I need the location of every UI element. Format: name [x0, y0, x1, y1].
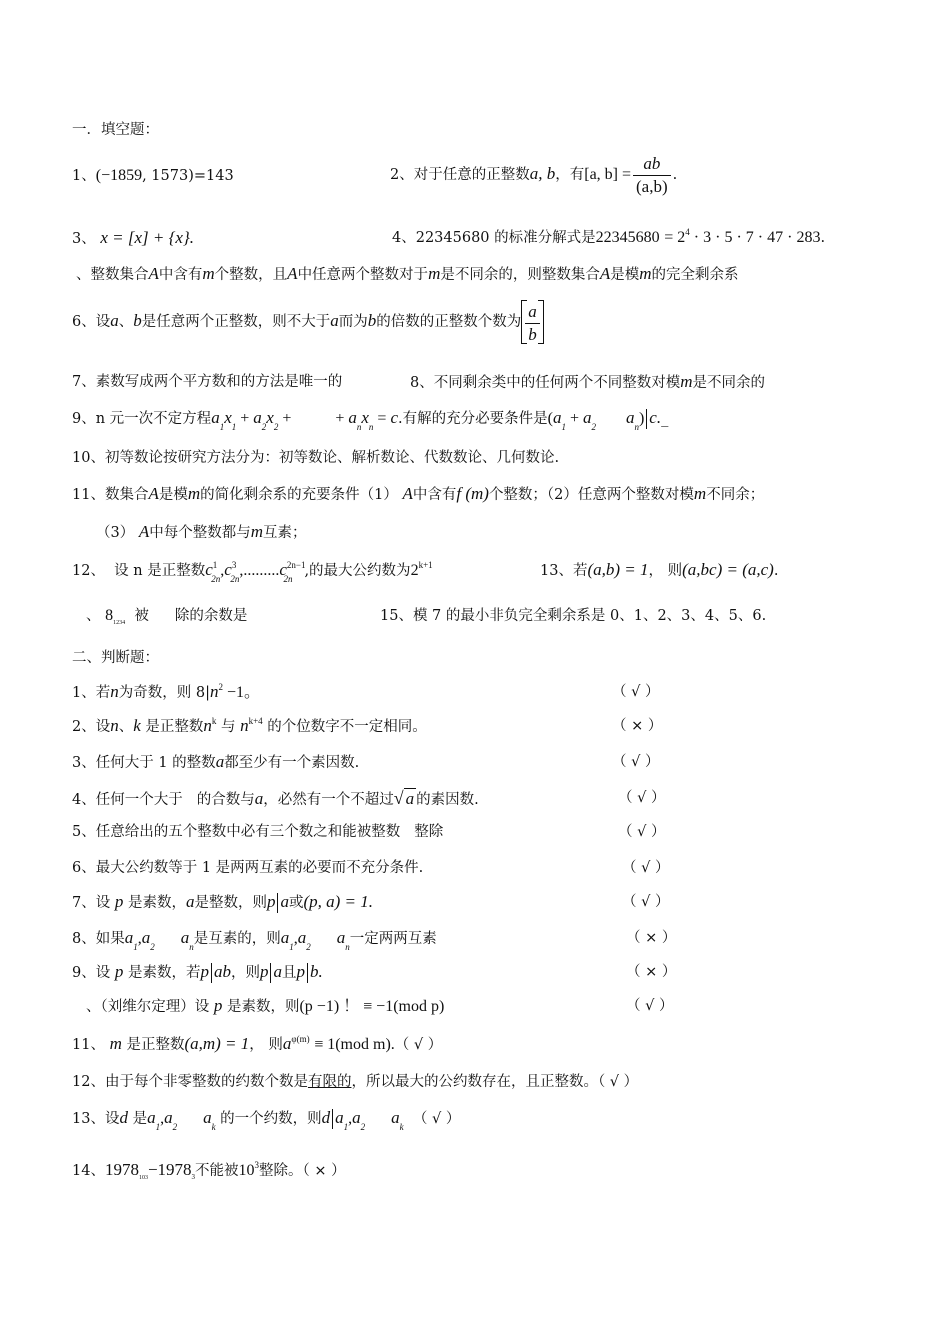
tf-item-3: 3、任何大于 1 的整数a都至少有一个素因数.	[72, 752, 360, 771]
tf-item-9: 9、设 p 是素数，若p ab，则p a且p b.	[72, 962, 323, 981]
q4: 4、22345680 的标准分解式是$22345680 = 2^4 \cdot 3 \cdot 5 \cdot 7 \cdot 47 \cdot 283$.	[392, 227, 826, 246]
tf-item-7: 7、设 p 是素数，a是整数，则p a或(p, a) = 1.	[72, 892, 373, 911]
q5: 、整数集合A中含有m个整数，且A中任意两个整数对于m是不同余的，则整数集合A是模m的完全剩余系	[76, 264, 739, 283]
tf-item-14: 14、$1978_{103}-1978_3$不能被$10^3$整除。（ × ）	[72, 1160, 346, 1181]
q6: 6、设a、b是任意两个正整数，则不大于a而为b的倍数的正整数个数为 $\frac{a}{b}$	[72, 298, 544, 345]
tf-item-6: 6、最大公约数等于 1 是两两互素的必要而不充分条件.	[72, 860, 424, 876]
section-title-true-false: 二、判断题：	[72, 650, 159, 666]
tf-item-1: 1、若n为奇数，则 $8|n^2 -1$。	[72, 682, 260, 701]
q1: 1、(−1859, 1573)=143	[72, 167, 234, 184]
q2: 2、对于任意的正整数a, b，有[a, b] = $\frac{ab}{(a,b)}$ .	[390, 153, 678, 196]
tf-item-5: 5、任意给出的五个整数中必有三个数之和能被整数 整除	[72, 824, 444, 840]
a-over-b-fraction: $\frac{a}{b}$	[525, 302, 540, 345]
tf-answer-9: （ × ）	[626, 964, 677, 980]
tf-answer-1: （ √ ）	[612, 684, 660, 700]
q11-cont: （3） A中每个整数都与m互素；	[96, 522, 307, 541]
tf-item-11: 11、 m 是正整数(a,m) = 1， 则$a^{\varphi(m)} \equiv 1(mod$ m).（ √ ）	[72, 1034, 443, 1053]
lcm-fraction: $\frac{ab}{(a,b)}$	[633, 154, 671, 197]
tf-answer-4: （ √ ）	[618, 790, 666, 806]
tf-answer-5: （ √ ）	[618, 824, 666, 840]
tf-answer-10: （ √ ）	[626, 998, 674, 1014]
tf-answer-2: （ × ）	[612, 718, 663, 734]
sqrt-a: √ a	[393, 788, 415, 808]
q3: 3、 x = [x] + {x}.	[72, 228, 195, 247]
q11: 11、数集合A是模m的简化剩余系的充要条件（1） A中含有f (m)个整数；（2）任意两个整数对模m不同余；	[72, 484, 765, 503]
tf-item-10: 、（刘维尔定理）设 p 是素数，则(p −1) ！ ≡ −1(mod p)	[86, 996, 445, 1015]
tf-answer-7: （ √ ）	[622, 894, 670, 910]
tf-answer-6: （ √ ）	[622, 860, 670, 876]
section-title-fill-in: 一．填空题：	[72, 122, 159, 138]
q14: 、 $8_{1234}$ 被 除的余数是	[86, 607, 248, 626]
tf-item-12: 12、由于每个非零整数的约数个数是有限的，所以最大的公约数存在，且正整数。（ √ ）	[72, 1074, 639, 1090]
q15: 15、模 7 的最小非负完全剩余系是 0、1、2、3、4、5、6.	[380, 608, 767, 624]
tf-answer-11: （ √ ）	[394, 1037, 443, 1053]
tf-item-2: 2、设n、k 是正整数$n^k$ 与 $n^{k+4}$ 的个位数字不一定相同。	[72, 716, 427, 735]
q10: 10、初等数论按研究方法分为：初等数论、解析数论、代数数论、几何数论.	[72, 450, 560, 466]
q8: 8、不同剩余类中的任何两个不同整数对模m是不同余的	[410, 372, 766, 391]
tf-answer-3: （ √ ）	[612, 754, 660, 770]
q7: 7、素数写成两个平方数和的方法是唯一的	[72, 374, 343, 390]
tf-item-13: 13、设d 是$a_1,a_2$ $a_k$ 的一个约数，则d $a_1,a_2$ $a_k$ （ √ ）	[72, 1108, 461, 1132]
floor-bracket	[521, 300, 544, 344]
tf-answer-13: （ √ ）	[412, 1111, 461, 1127]
tf-answer-8: （ × ）	[626, 930, 677, 946]
tf-answer-12: （ √ ）	[597, 1074, 639, 1090]
q12: 12、 设 n 是正整数$c^1_{2n},c^3_{2n},.........c^{2n-1}_{2n}$ ,的最大公约数为$2^{k+1}$	[72, 560, 433, 584]
q13: 13、若(a,b) = 1， 则(a,bc) = (a,c).	[540, 560, 779, 579]
tf-answer-14: （ × ）	[302, 1163, 346, 1179]
q9: 9、n 元一次不定方程$a_1x_1 + a_2x_2$ + + $a_nx_n = c$.有解的充分必要条件是($a_1 + a_2$ $a_n$) c._	[72, 408, 669, 432]
tf-item-8: 8、如果$a_1,a_2$ $a_n$是互素的，则$a_1,a_2$ $a_n$一定两两互素	[72, 928, 437, 952]
tf-item-4: 4、任何一个大于 的合数与a，必然有一个不超过√ a 的素因数.	[72, 788, 479, 808]
